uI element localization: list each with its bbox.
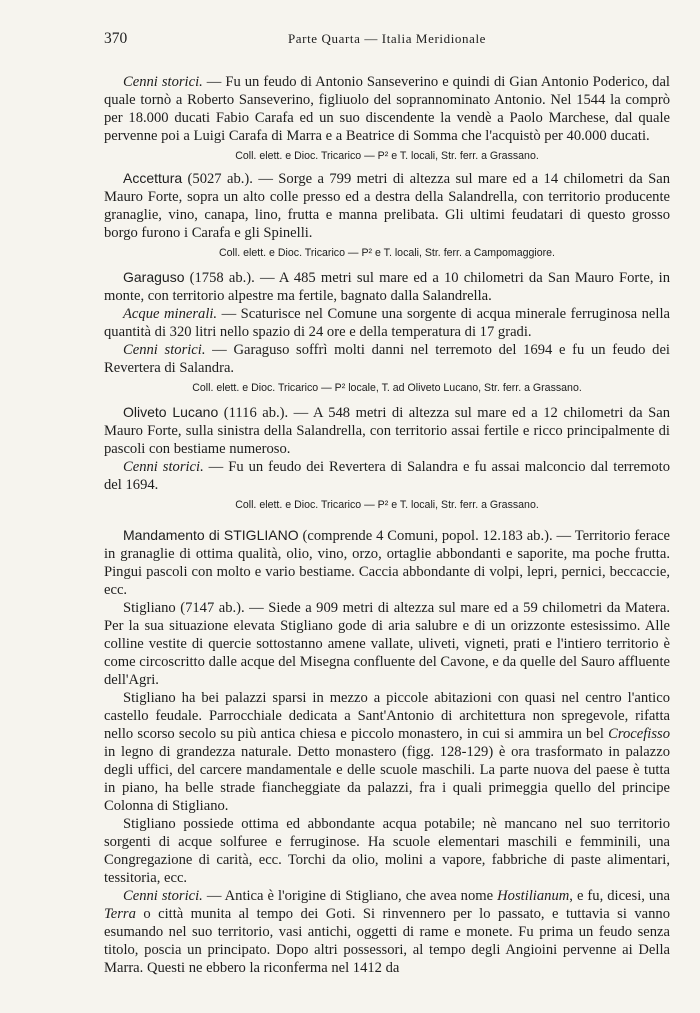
paragraph: Stigliano possiede ottima ed abbondante acqua potabile; nè mancano nel suo territorio sorgenti di acque solfuree e ferruginose. Ha scuole elementari maschili e femminili, una Congregazione di carità, ecc. Torchi da olio, molini a vapore, fabbriche di paste alimentari, tessitoria, ecc. bbox=[104, 816, 670, 886]
paragraph: Accettura (5027 ab.). — Sorge a 799 metri di altezza sul mare ed a 14 chilometri da San Mauro Forte, sopra un alto colle presso ed a destra della Salandrella, con territorio producente granaglie, vino, canapa, lino, frutta e manna prelibata. Gli ultimi feudatari di questo grosso borgo furono i Carafa e gli Spinelli. bbox=[104, 170, 670, 241]
paragraph: Cenni storici. — Antica è l'origine di Stigliano, che avea nome Hostilianum, e fu, dicesi, una Terra o città munita al tempo dei Goti. Si rinvennero per lo passato, e tuttavia si vanno esumando nel suo territorio, vasi antichi, oggetti di rame e monete. Fu prima un feudo senza titolo, poscia un principato. Dopo altri possessori, al tempo degli Angioini pervenne ai Della Marra. Questi ne ebbero la riconferma nel 1412 da bbox=[104, 888, 670, 976]
paragraph: Stigliano (7147 ab.). — Siede a 909 metri di altezza sul mare ed a 59 chilometri da Matera. Per la sua situazione elevata Stigliano gode di aria salubre e di un orizzonte estesissimo. Alle colline vestite di quercie sottostanno amene vallate, uliveti, vigneti, prati e l'intiero territorio è come circoscritto dalle acque del Misegna confluente del Cavone, e da quelle del Sauro affluente dell'Agri. bbox=[104, 600, 670, 688]
entry-name: Garaguso bbox=[123, 269, 185, 285]
paragraph: Acque minerali. — Scaturisce nel Comune una sorgente di acqua minerale ferruginosa nella quantità di 320 litri nello spazio di 24 ore e della temperatura di 17 gradi. bbox=[104, 306, 670, 340]
footnote-line: Coll. elett. e Dioc. Tricarico — P² locale, T. ad Oliveto Lucano, Str. ferr. a Grassano. bbox=[192, 382, 582, 394]
entry-name: Oliveto Lucano bbox=[123, 404, 219, 420]
footnote-line: Coll. elett. e Dioc. Tricarico — P² e T. locali, Str. ferr. a Campomaggiore. bbox=[219, 247, 555, 259]
footnote-line: Coll. elett. e Dioc. Tricarico — P² e T. locali, Str. ferr. a Grassano. bbox=[235, 499, 539, 511]
page-body bbox=[104, 73, 670, 977]
paragraph: Oliveto Lucano (1116 ab.). — A 548 metri di altezza sul mare ed a 12 chilometri da San Mauro Forte, sulla sinistra della Salandrella, con territorio assai fertile e ricco principalmente di pascoli con bestiame numeroso. bbox=[104, 404, 670, 457]
entry-name: Accettura bbox=[123, 170, 183, 186]
paragraph: Stigliano ha bei palazzi sparsi in mezzo a piccole abitazioni con quasi nel centro l'antico castello feudale. Parrocchiale dedicata a Sant'Antonio di architettura non spregevole, rifatta nello scorso secolo su più antica chiesa e piccolo monastero, in cui si ammira un bel Crocefisso in legno di grandezza naturale. Detto monastero (figg. 128-129) è ora trasformato in palazzo degli uffici, del carcere mandamentale e delle scuole maschili. La parte nuova del paese è tutta in piano, ha belle strade fiancheggiate da palazzi, fra i quali primeggia quello del principe Colonna di Stigliano. bbox=[104, 690, 670, 814]
running-title: Parte Quarta — Italia Meridionale bbox=[287, 31, 487, 46]
entry-name: Mandamento di STIGLIANO bbox=[123, 527, 299, 543]
page-number: 370 bbox=[104, 30, 128, 47]
paragraph: Mandamento di STIGLIANO (comprende 4 Comuni, popol. 12.183 ab.). — Territorio ferace in granaglie di ottima qualità, olio, vino, orzo, ortaglie abbondanti e saporite, ma poche frutta. Pingui pascoli con molto e vario bestiame. Caccia abbondante di volpi, lepri, pernici, beccaccie, ecc. bbox=[104, 527, 670, 598]
paragraph: Garaguso (1758 ab.). — A 485 metri sul mare ed a 10 chilometri da San Mauro Forte, in monte, con territorio alpestre ma fertile, bagnato dalla Salandrella. bbox=[104, 269, 670, 304]
paragraph: Cenni storici. — Fu un feudo dei Revertera di Salandra e fu assai malconcio dal terremoto del 1694. bbox=[104, 459, 670, 493]
page-header bbox=[104, 30, 670, 50]
footnote-line: Coll. elett. e Dioc. Tricarico — P² e T. locali, Str. ferr. a Grassano. bbox=[235, 150, 539, 162]
paragraph: Cenni storici. — Fu un feudo di Antonio Sanseverino e quindi di Gian Antonio Poderico, dal quale tornò a Roberto Sanseverino, figliuolo del soprannominato Antonio. Nel 1544 la comprò per 18.000 ducati Fabio Carafa ed un suo discendente la vendè a Paolo Marchese, dal quale pervenne poi a Luigi Carafa di Marra e a Beatrice di Somma che l'acquistò per 40.000 ducati. bbox=[104, 74, 670, 144]
paragraph: Cenni storici. — Garaguso soffrì molti danni nel terremoto del 1694 e fu un feudo dei Revertera di Salandra. bbox=[104, 342, 670, 376]
